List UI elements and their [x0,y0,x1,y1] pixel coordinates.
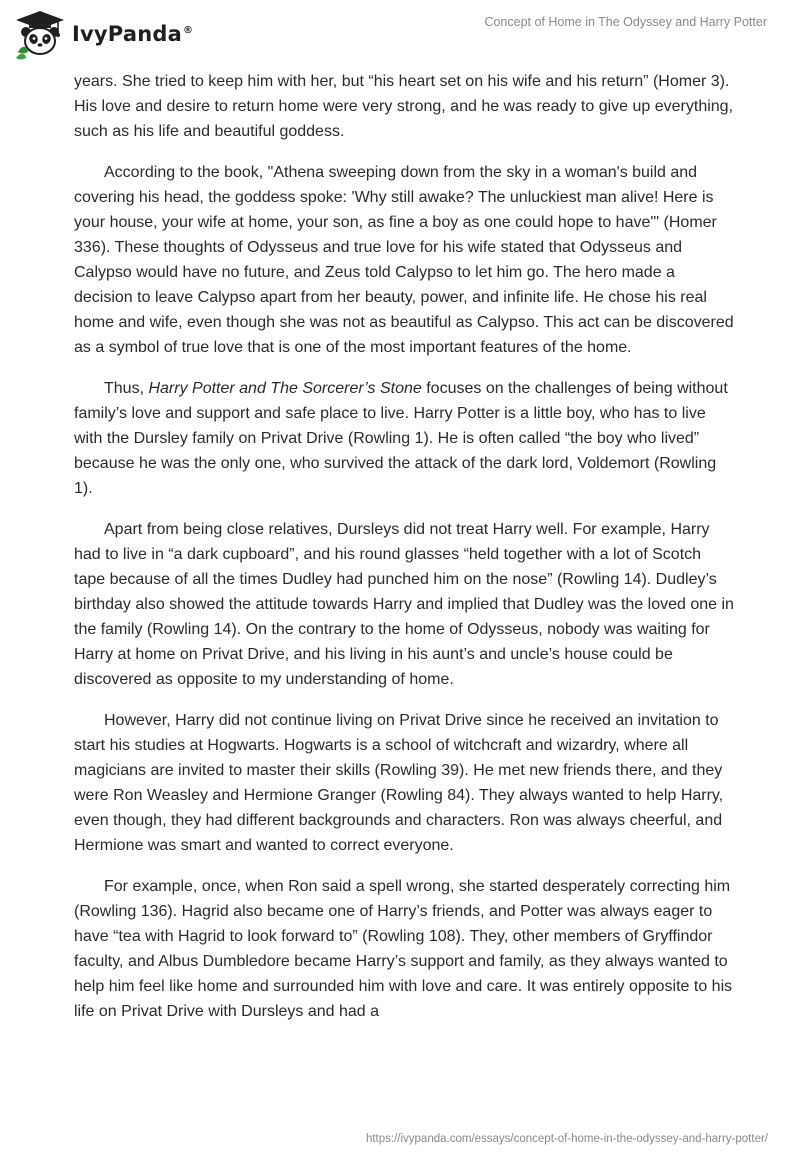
source-url[interactable]: https://ivypanda.com/essays/concept-of-home-in-the-odyssey-and-harry-potter/ [365,1133,768,1145]
paragraph-6: For example, once, when Ron said a spell wrong, she started desperately correcting him (Rowling 136). Hagrid also became one of Harry’s friends, and Potter was always eager to have “tea with Hagrid to look forward to” (Rowling 108). They, other members of Gryffindor faculty, and Albus Dumbledore became Harry’s support and family, as they always wanted to help him feel like home and surrounded him with love and care. It was entirely opposite to his life on Privat Drive with Dursleys and had a [74,878,733,1020]
panda-graduate-icon [14,8,66,60]
book-title: Harry Potter and The Sorcerer’s Stone [148,380,422,397]
logo-wordmark: IvyPanda® [72,22,194,46]
essay-body [74,69,734,1024]
paragraph-3-rest: focuses on the challenges of being without family’s love and support and safe place to live. Harry Potter is a little boy, who has to live with the Dursley family on Privat Drive (Rowling 1). He is often called “the boy who lived” because he was the only one, who survived the attack of the dark lord, Voldemort (Rowling 1). [74,380,728,497]
paragraph-3-lead: Thus, [104,380,149,397]
document-title: Concept of Home in The Odyssey and Harry Potter [484,15,767,29]
paragraph-4: Apart from being close relatives, Dursleys did not treat Harry well. For example, Harry had to live in “a dark cupboard”, and his round glasses “held together with a lot of Scotch tape because of all the times Dudley had punched him on the nose” (Rowling 14). Dudley’s birthday also showed the attitude towards Harry and implied that Dudley was the loved one in the family (Rowling 14). On the contrary to the home of Odysseus, nobody was waiting for Harry at home on Privat Drive, and his living in his aunt’s and uncle’s house could be discovered as opposite to my understanding of home. [74,521,734,688]
registered-mark: ® [182,25,194,36]
paragraph-1: years. She tried to keep him with her, but “his heart set on his wife and his return” (Homer 3). His love and desire to return home were very strong, and he was ready to give up everything, such as his life and beautiful goddess. [74,73,734,140]
ivypanda-logo[interactable] [14,8,193,60]
paragraph-2: According to the book, "Athena sweeping down from the sky in a woman's build and covering his head, the goddess spoke: 'Why still awake? The unluckiest man alive! Here is your house, your wife at home, your son, as fine a boy as one could hope to have'" (Homer 336). These thoughts of Odysseus and true love for his wife stated that Odysseus and Calypso would have no future, and Zeus told Calypso to let him go. The hero made a decision to leave Calypso apart from her beauty, power, and infinite life. He chose his real home and wife, even though she was not as beautiful as Calypso. This act can be discovered as a symbol of true love that is one of the most important features of the home. [74,164,734,356]
page-header [0,0,800,70]
paragraph-5: However, Harry did not continue living on Privat Drive since he received an invitation to start his studies at Hogwarts. Hogwarts is a school of witchcraft and wizardry, where all magicians are invited to master their skills (Rowling 39). He met new friends there, and they were Ron Weasley and Hermione Granger (Rowling 84). They always wanted to help Harry, even though, they had different backgrounds and characters. Ron was always cheerful, and Hermione was smart and wanted to correct everyone. [74,712,724,854]
paragraph-3 [74,376,734,501]
